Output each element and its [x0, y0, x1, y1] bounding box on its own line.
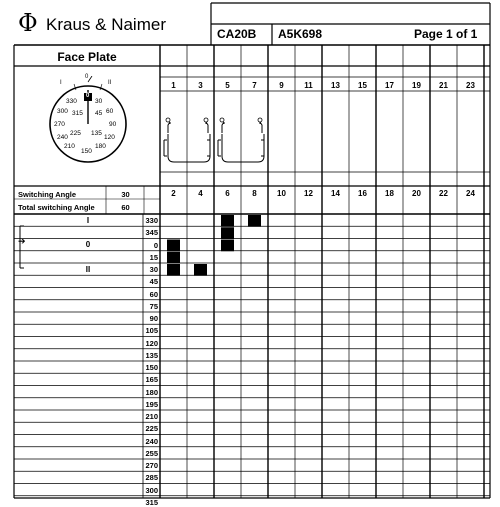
top-terminal-number: 13	[331, 80, 340, 90]
page-number: Page 1 of 1	[414, 27, 478, 41]
terminal-screw-icon	[166, 118, 170, 122]
dial-mark-90: 90	[109, 121, 117, 128]
position-angle: 315	[145, 497, 158, 507]
position-angle: 135	[145, 350, 158, 360]
bottom-terminal-number: 8	[252, 188, 257, 198]
position-angle: 270	[145, 461, 158, 470]
top-terminal-number: 11	[304, 80, 313, 90]
dial-mark-210: 210	[64, 143, 75, 150]
top-terminal-number: 23	[466, 80, 475, 90]
position-angle: 225	[145, 424, 158, 434]
terminal-screw-icon	[258, 118, 262, 122]
dial-mark-225: 225	[70, 130, 81, 137]
bottom-terminal-number: 14	[331, 188, 340, 198]
bottom-terminal-number: 12	[304, 188, 313, 198]
closed-contact-mark-1-2	[167, 264, 180, 276]
position-angle: 285	[145, 473, 158, 483]
position-angle: 150	[145, 363, 158, 372]
closed-contact-mark-1-2	[167, 240, 180, 252]
position-angle: 195	[145, 399, 158, 409]
contact-bridge-symbol	[222, 134, 264, 162]
dial-mark-30: 30	[95, 98, 103, 105]
dial-mark-135: 135	[91, 130, 102, 137]
dial-mark-60: 60	[106, 108, 114, 115]
dial-mark-300: 300	[57, 108, 68, 115]
closed-contact-mark-7-8	[248, 215, 261, 227]
position-angle: 105	[145, 326, 158, 336]
switching-angle-value: 30	[121, 189, 130, 199]
position-angle: 255	[145, 448, 158, 458]
type-code: CA20B	[217, 27, 257, 41]
closed-contact-mark-5-6	[221, 240, 234, 252]
position-angle: 15	[149, 252, 158, 262]
position-angle: 210	[145, 412, 158, 421]
dial-mark-330: 330	[66, 98, 77, 105]
position-angle: 240	[145, 436, 158, 446]
dial-mark-I: I	[60, 80, 62, 86]
bottom-terminal-number: 20	[412, 188, 421, 198]
total-switching-angle-label: Total switching Angle	[18, 203, 95, 212]
top-terminal-number: 21	[439, 80, 448, 90]
company-name: Kraus & Naimer	[46, 15, 166, 34]
top-terminal-number: 9	[279, 80, 284, 90]
top-terminal-number: 19	[412, 80, 421, 90]
dial-mark-150: 180	[95, 143, 106, 150]
position-angle: 0	[153, 240, 158, 250]
top-terminal-number: 17	[385, 80, 394, 90]
dial-mark-240: 240	[57, 134, 68, 141]
bottom-terminal-number: 10	[277, 188, 286, 198]
dial-mark-0: 0	[85, 74, 89, 80]
dial-mark-180: 150	[81, 148, 92, 155]
position-angle: 345	[145, 228, 158, 238]
terminal-screw-icon	[204, 118, 208, 122]
bottom-terminal-number: 6	[225, 188, 230, 198]
contact-bridge-symbol	[168, 134, 210, 162]
top-terminal-number: 5	[225, 80, 230, 90]
position-angle: 60	[149, 289, 158, 299]
position-angle: 180	[145, 387, 158, 397]
position-angle: 45	[149, 277, 158, 287]
top-terminal-number: 1	[171, 80, 176, 90]
total-switching-angle-value: 60	[121, 202, 130, 212]
top-terminal-number: 7	[252, 80, 257, 90]
face-plate-title: Face Plate	[57, 49, 117, 64]
position-angle: 75	[149, 301, 158, 311]
bottom-terminal-number: 22	[439, 188, 448, 198]
position-angle: 330	[145, 216, 158, 225]
current-position-arrow-icon: ➔	[18, 236, 26, 246]
bottom-terminal-number: 2	[171, 188, 176, 198]
dial-mark-270: 270	[54, 121, 65, 128]
dial-mark-II: II	[108, 80, 112, 86]
contact-terminal-symbol	[206, 122, 208, 133]
dial-mark-45: 45	[95, 110, 103, 117]
switching-angle-label: Switching Angle	[18, 190, 77, 199]
position-angle: 165	[145, 375, 158, 385]
position-label: 0	[85, 240, 91, 250]
position-angle: 120	[145, 338, 158, 348]
position-label: I	[86, 215, 90, 225]
top-terminal-number: 15	[358, 80, 367, 90]
terminal-screw-icon	[220, 118, 224, 122]
closed-contact-mark-5-6	[221, 227, 234, 239]
dial-mark-120: 120	[104, 134, 115, 141]
logo-phi-icon: Φ	[18, 9, 38, 37]
position-angle: 300	[145, 485, 158, 495]
position-angle: 90	[149, 314, 158, 323]
closed-contact-mark-5-6	[221, 215, 234, 227]
closed-contact-mark-1-2	[167, 252, 180, 264]
contact-terminal-symbol	[168, 122, 170, 133]
bottom-terminal-number: 24	[466, 188, 475, 198]
bottom-terminal-number: 18	[385, 188, 394, 198]
article-code: A5K698	[278, 27, 323, 41]
position-angle: 30	[149, 265, 158, 274]
contact-terminal-symbol	[260, 122, 262, 133]
dial-mark-315: 315	[72, 110, 83, 117]
position-label: II	[85, 264, 91, 274]
top-terminal-number: 3	[198, 80, 203, 90]
bottom-terminal-number: 16	[358, 188, 367, 198]
closed-contact-mark-3-4	[194, 264, 207, 276]
bottom-terminal-number: 4	[198, 188, 203, 198]
dial-indicator: 0	[86, 93, 90, 99]
contact-terminal-symbol	[222, 122, 224, 133]
